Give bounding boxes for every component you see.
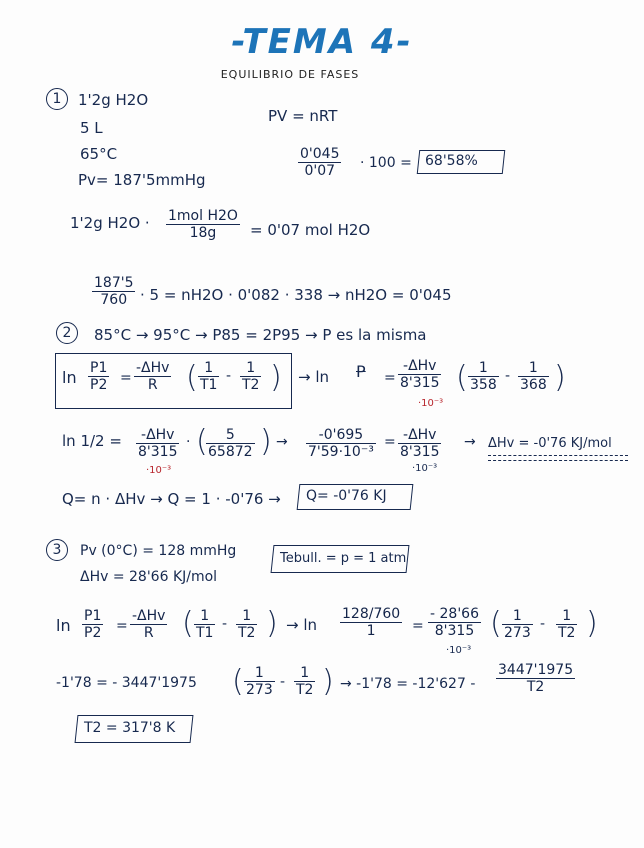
ex2-paren-close: ) xyxy=(270,360,282,395)
ex3-step-fraction: $\frac{3447'1975}{T2}$ xyxy=(498,662,574,695)
ex3-step-minus: - xyxy=(280,674,286,690)
ex2-heat-equation: Q= n · ΔHv → Q = 1 · -0'76 → xyxy=(62,490,281,508)
ex2-rhs-paren-open: ( xyxy=(456,360,468,395)
ex2-dot: · xyxy=(186,434,191,450)
ex2-arrow-1: → xyxy=(276,434,288,450)
ex3-pressure-ratio: $\frac{P1}{P2}$ xyxy=(84,608,102,641)
ex2-arrow-ln: → ln xyxy=(298,368,330,386)
ex3-step-inv-t2: $\frac{1}{T2}$ xyxy=(296,665,314,698)
ex2-inv-358: $\frac{1}{358}$ xyxy=(470,360,497,393)
exercise-2-number: 2 xyxy=(56,322,78,344)
ex3-rhs-inv-t2: $\frac{1}{T2}$ xyxy=(558,608,576,641)
ex3-minus: - xyxy=(222,616,228,632)
ex1-ratio-fraction: $\frac{0'045}{0'07}$ xyxy=(300,146,340,179)
ex3-boiling-condition: Tebull. = p = 1 atm xyxy=(280,551,407,566)
ex1-vapor-pressure: Pv= 187'5mmHg xyxy=(78,171,206,189)
ex3-arrow-ln: → ln xyxy=(286,616,318,634)
exercise-1-number: 1 xyxy=(46,88,68,110)
ex2-inv-t1: $\frac{1}{T1}$ xyxy=(200,360,218,393)
page-title: -TEMA 4- xyxy=(231,22,413,62)
ex2-rhs-minus: - xyxy=(505,368,511,384)
ex2-enthalpy-over-r: -ΔHv R xyxy=(136,360,170,393)
ex2-f5-paren-close: ) xyxy=(260,424,272,459)
ex3-equals: = xyxy=(116,618,128,634)
ex3-inv-t2: $\frac{1}{T2}$ xyxy=(238,608,256,641)
ex1-volume: 5 L xyxy=(80,119,103,137)
ex3-step-inv-273: $\frac{1}{273}$ xyxy=(246,665,273,698)
ex1-pressure-fraction: $\frac{187'5}{760}$ xyxy=(94,275,134,308)
ex2-pressure-ratio: $\frac{P1}{P2}$ xyxy=(90,360,108,393)
ex2-ln-half: ln 1/2 = xyxy=(62,432,122,450)
ex2-inv-t2: $\frac{1}{T2}$ xyxy=(242,360,260,393)
ex2-enthalpy-result: ΔHv = -0'76 KJ/mol xyxy=(488,436,612,451)
ex3-rhs-paren-open: ( xyxy=(490,606,502,641)
ex2-rhs-fraction: -ΔHv 8'315 xyxy=(400,358,440,391)
ex2-heat-result: Q= -0'76 KJ xyxy=(306,488,387,504)
ex2-rhs-paren-close: ) xyxy=(554,360,566,395)
ex2-h-fraction: -ΔHv 8'315 xyxy=(138,427,178,460)
ex2-equals-2: = xyxy=(384,370,396,386)
ex3-final-result: T2 = 317'8 K xyxy=(84,720,176,736)
ex1-conversion-result: = 0'07 mol H2O xyxy=(250,221,371,239)
ex2-arrow-2: → xyxy=(464,434,476,450)
ex2-paren-open: ( xyxy=(186,360,198,395)
ex2-w-exponent: ·10⁻³ xyxy=(412,463,438,474)
ex3-step-paren-close: ) xyxy=(322,664,334,699)
ex2-equals: = xyxy=(120,370,132,386)
ex1-mass: 1'2g H2O xyxy=(78,91,149,109)
exercise-3-number: 3 xyxy=(46,539,68,561)
ex3-vapor-pressure: Pv (0°C) = 128 mmHg xyxy=(80,543,237,559)
ex3-rhs-paren-close: ) xyxy=(586,606,598,641)
ex2-w-fraction: -ΔHv 8'315 xyxy=(400,427,440,460)
ex3-inv-273: $\frac{1}{273}$ xyxy=(504,608,531,641)
ex1-moles-equation: · 5 = nH2O · 0'082 · 338 → nH2O = 0'045 xyxy=(140,286,452,304)
ex3-paren-open: ( xyxy=(182,606,194,641)
ex2-minus: - xyxy=(226,368,232,384)
ex1-conversion-fraction: 1mol H2O 18g xyxy=(168,208,238,241)
ex3-enthalpy: ΔHv = 28'66 KJ/mol xyxy=(80,569,218,585)
ex3-enthalpy-over-r: -ΔHv R xyxy=(132,608,166,641)
ex1-ideal-gas-law: PV = nRT xyxy=(268,107,338,125)
ex1-temperature: 65°C xyxy=(80,145,118,163)
ex3-rhs-minus: - xyxy=(540,616,546,632)
ex2-equals-3: = xyxy=(384,434,396,450)
ex2-f5-fraction: $\frac{5}{65872}$ xyxy=(208,427,253,460)
ex3-ln: ln xyxy=(56,616,71,635)
ex2-value-fraction: $\frac{-0'695}{\text{7'59·10⁻³}}$ xyxy=(308,427,374,460)
ex2-inv-368: $\frac{1}{368}$ xyxy=(520,360,547,393)
ex3-rhs-fraction: $\frac{- 28'66}{8'315}$ xyxy=(430,606,479,639)
ex1-result: 68'58% xyxy=(425,153,478,169)
ex3-rhs-exponent: ·10⁻³ xyxy=(446,645,472,656)
page-subtitle: EQUILIBRIO DE FASES xyxy=(220,68,360,81)
ex3-paren-close: ) xyxy=(266,606,278,641)
ex3-ratio-fraction: $\frac{128/760}{1}$ xyxy=(342,606,401,639)
ex2-result-underline-1 xyxy=(488,455,628,456)
ex3-step-a: -1'78 = - 3447'1975 xyxy=(56,675,197,691)
ex1-multiply: · 100 = xyxy=(360,155,412,171)
ex2-rhs-exponent: ·10⁻³ xyxy=(418,398,444,409)
ex2-p-cancelled: P xyxy=(356,362,366,381)
ex3-step-paren-open: ( xyxy=(232,664,244,699)
ex2-statement: 85°C → 95°C → P85 = 2P95 → P es la misma xyxy=(94,326,427,344)
ex2-f5-paren-open: ( xyxy=(196,424,208,459)
ex3-step-b: → -1'78 = -12'627 - xyxy=(340,676,476,692)
ex2-ln: ln xyxy=(62,368,77,387)
ex3-inv-t1: $\frac{1}{T1}$ xyxy=(196,608,214,641)
ex2-h-exponent: ·10⁻³ xyxy=(146,465,172,476)
ex1-conversion-start: 1'2g H2O · xyxy=(70,214,150,232)
ex2-result-underline-2 xyxy=(488,460,628,461)
ex3-equals-2: = xyxy=(412,618,424,634)
